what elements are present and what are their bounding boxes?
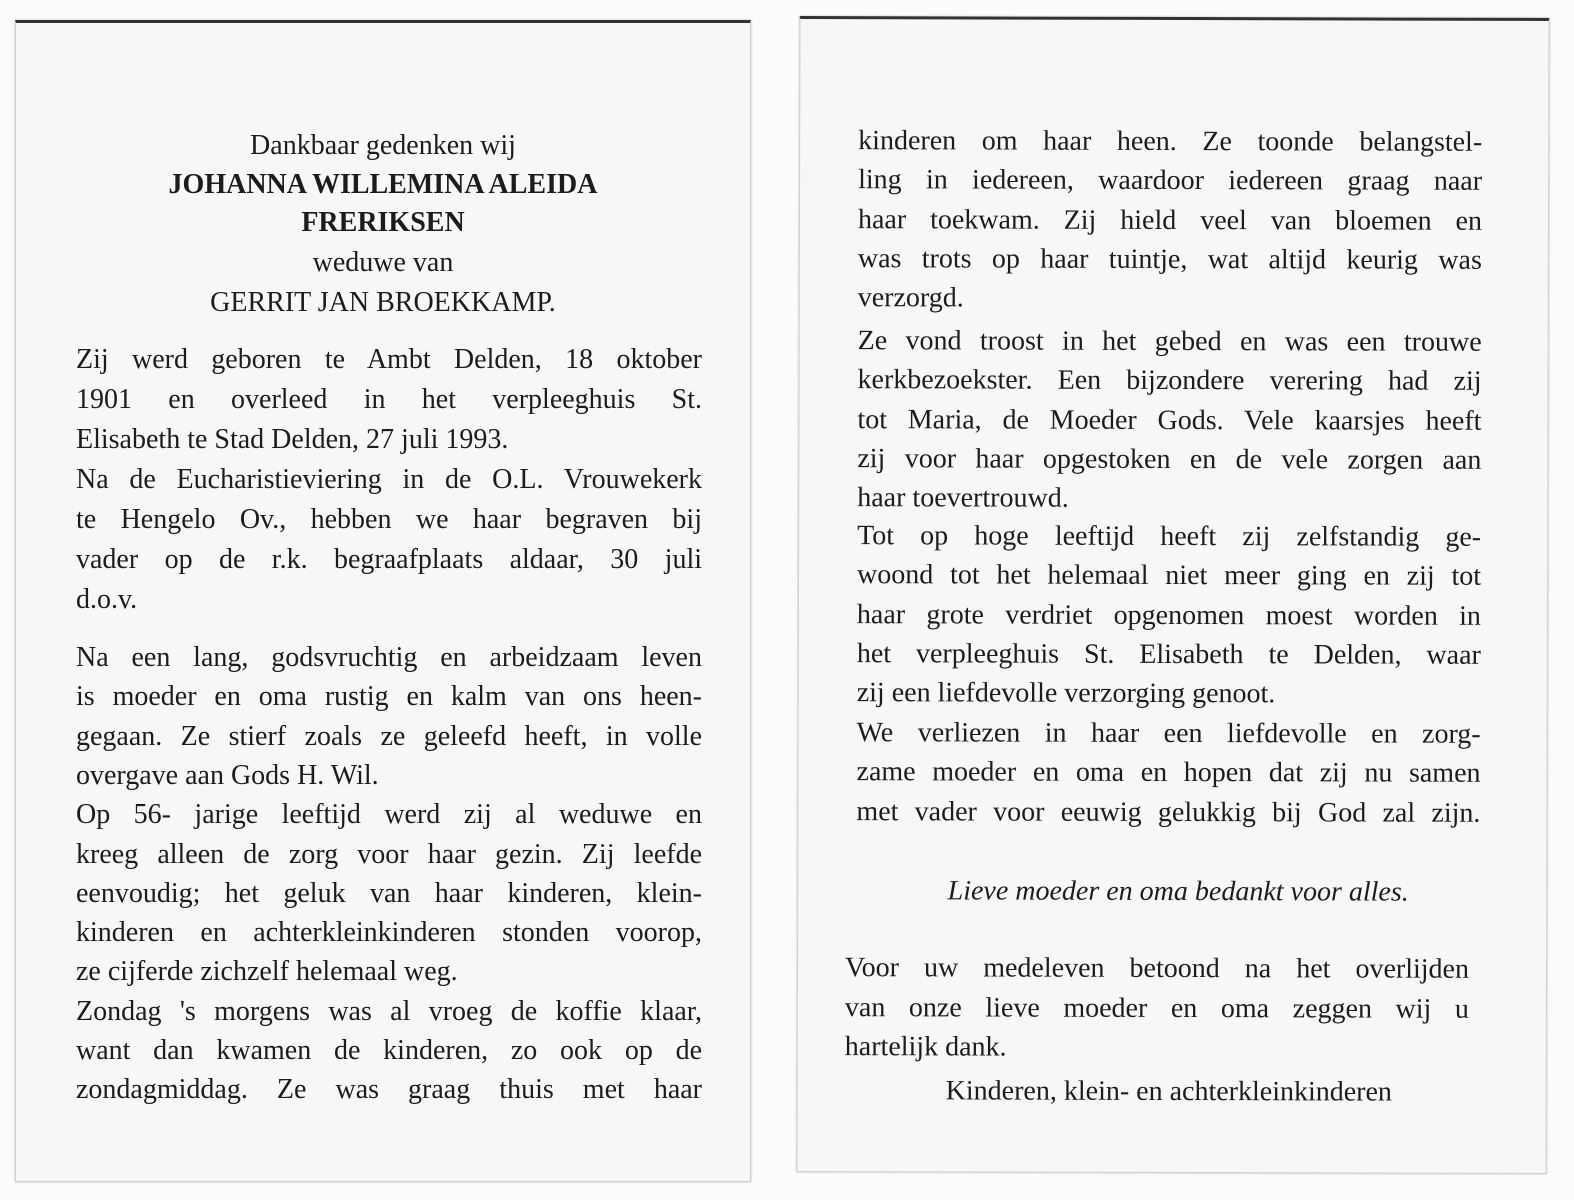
text-line: d.o.v. <box>76 584 138 615</box>
text-line: kinderen om haar heen. Ze toonde belangstel- <box>858 125 1483 158</box>
text-line: Voor uw medeleven betoond na het overlijden <box>844 952 1470 985</box>
text-line: Zondag 's morgens was al vroeg de koffie klaar, <box>76 996 702 1027</box>
text-line: vader op de r.k. begraafplaats aldaar, 30 juli <box>76 544 702 575</box>
text-line: 1901 en overleed in het verpleeghuis St. <box>76 384 702 415</box>
text-line: tot Maria, de Moeder Gods. Vele kaarsjes heeft <box>857 404 1482 437</box>
text-line: is moeder en oma rustig en kalm van ons heen- <box>76 681 702 712</box>
text-line: gegaan. Ze stierf zoals ze geleefd heeft, in volle <box>76 721 702 752</box>
text-line: zij voor haar opgestoken en de vele zorgen aan <box>857 443 1482 476</box>
widow-of-text: weduwe van <box>312 247 454 278</box>
text-line: Na een lang, godsvruchtig en arbeidzaam leven <box>76 642 702 673</box>
text-line: ze cijferde zichzelf helemaal weg. <box>76 956 458 987</box>
text-line: te Hengelo Ov., hebben we haar begraven bij <box>76 504 702 535</box>
husband-name: GERRIT JAN BROEKKAMP. <box>210 287 556 318</box>
intro-text: Dankbaar gedenken wij <box>250 130 516 161</box>
farewell-text: Lieve moeder en oma bedankt voor alles. <box>947 875 1409 908</box>
text-line: van onze lieve moeder en oma zeggen wij u <box>844 992 1469 1025</box>
text-line: haar toevertrouwd. <box>857 482 1069 514</box>
text-line: overgave aan Gods H. Wil. <box>76 760 379 791</box>
text-line: hartelijk dank. <box>844 1031 1007 1063</box>
text-line: kerkbezoekster. Een bijzondere verering had zij <box>857 364 1482 397</box>
deceased-name-line1: JOHANNA WILLEMINA ALEIDA <box>168 169 598 200</box>
text-line: Op 56- jarige leeftijd werd zij al weduwe en <box>76 799 702 830</box>
text-line: kinderen en achterkleinkinderen stonden voorop, <box>76 917 702 948</box>
text-line: was trots op haar tuintje, wat altijd keurig was <box>857 243 1482 276</box>
text-line: haar grote verdriet opgenomen moest worden in <box>856 599 1481 632</box>
text-line: want dan kwamen de kinderen, zo ook op de <box>76 1035 702 1066</box>
right-body-text <box>801 19 1549 829</box>
text-line: Ze vond troost in het gebed en was een trouwe <box>857 325 1482 358</box>
text-line: ling in iedereen, waardoor iedereen graag naar <box>858 164 1483 197</box>
text-line: We verliezen in haar een liefdevolle en zorg- <box>856 717 1481 750</box>
text-line: zij een liefdevolle verzorging genoot. <box>856 677 1276 710</box>
text-line: het verpleeghuis St. Elisabeth te Delden, waar <box>856 638 1481 671</box>
text-line: Elisabeth te Stad Delden, 27 juli 1993. <box>76 424 509 455</box>
text-line: Tot op hoge leeftijd heeft zij zelfstandig ge- <box>857 520 1482 553</box>
text-line: zondagmiddag. Ze was graag thuis met haar <box>76 1074 702 1105</box>
text-line: eenvoudig; het geluk van haar kinderen, klein- <box>76 878 702 909</box>
text-line: woond tot het helemaal niet meer ging en zij tot <box>857 559 1482 592</box>
text-line: kreeg alleen de zorg voor haar gezin. Zij leefde <box>76 839 702 870</box>
signature-text: Kinderen, klein- en achterkleinkinderen <box>945 1075 1392 1108</box>
text-line: met vader voor eeuwig gelukkig bij God zal zijn. <box>856 796 1481 829</box>
text-line: verzorgd. <box>857 282 964 314</box>
text-line: Na de Eucharistieviering in de O.L. Vrouwekerk <box>76 464 702 495</box>
memorial-card-right <box>796 16 1549 1174</box>
deceased-name-line2: FRERIKSEN <box>301 207 465 238</box>
text-line: Zij werd geboren te Ambt Delden, 18 oktober <box>76 344 702 375</box>
memorial-card-left <box>15 20 751 1182</box>
text-line: zame moeder en oma en hopen dat zij nu samen <box>856 756 1481 789</box>
text-line: haar toekwam. Zij hield veel van bloemen en <box>857 204 1483 237</box>
